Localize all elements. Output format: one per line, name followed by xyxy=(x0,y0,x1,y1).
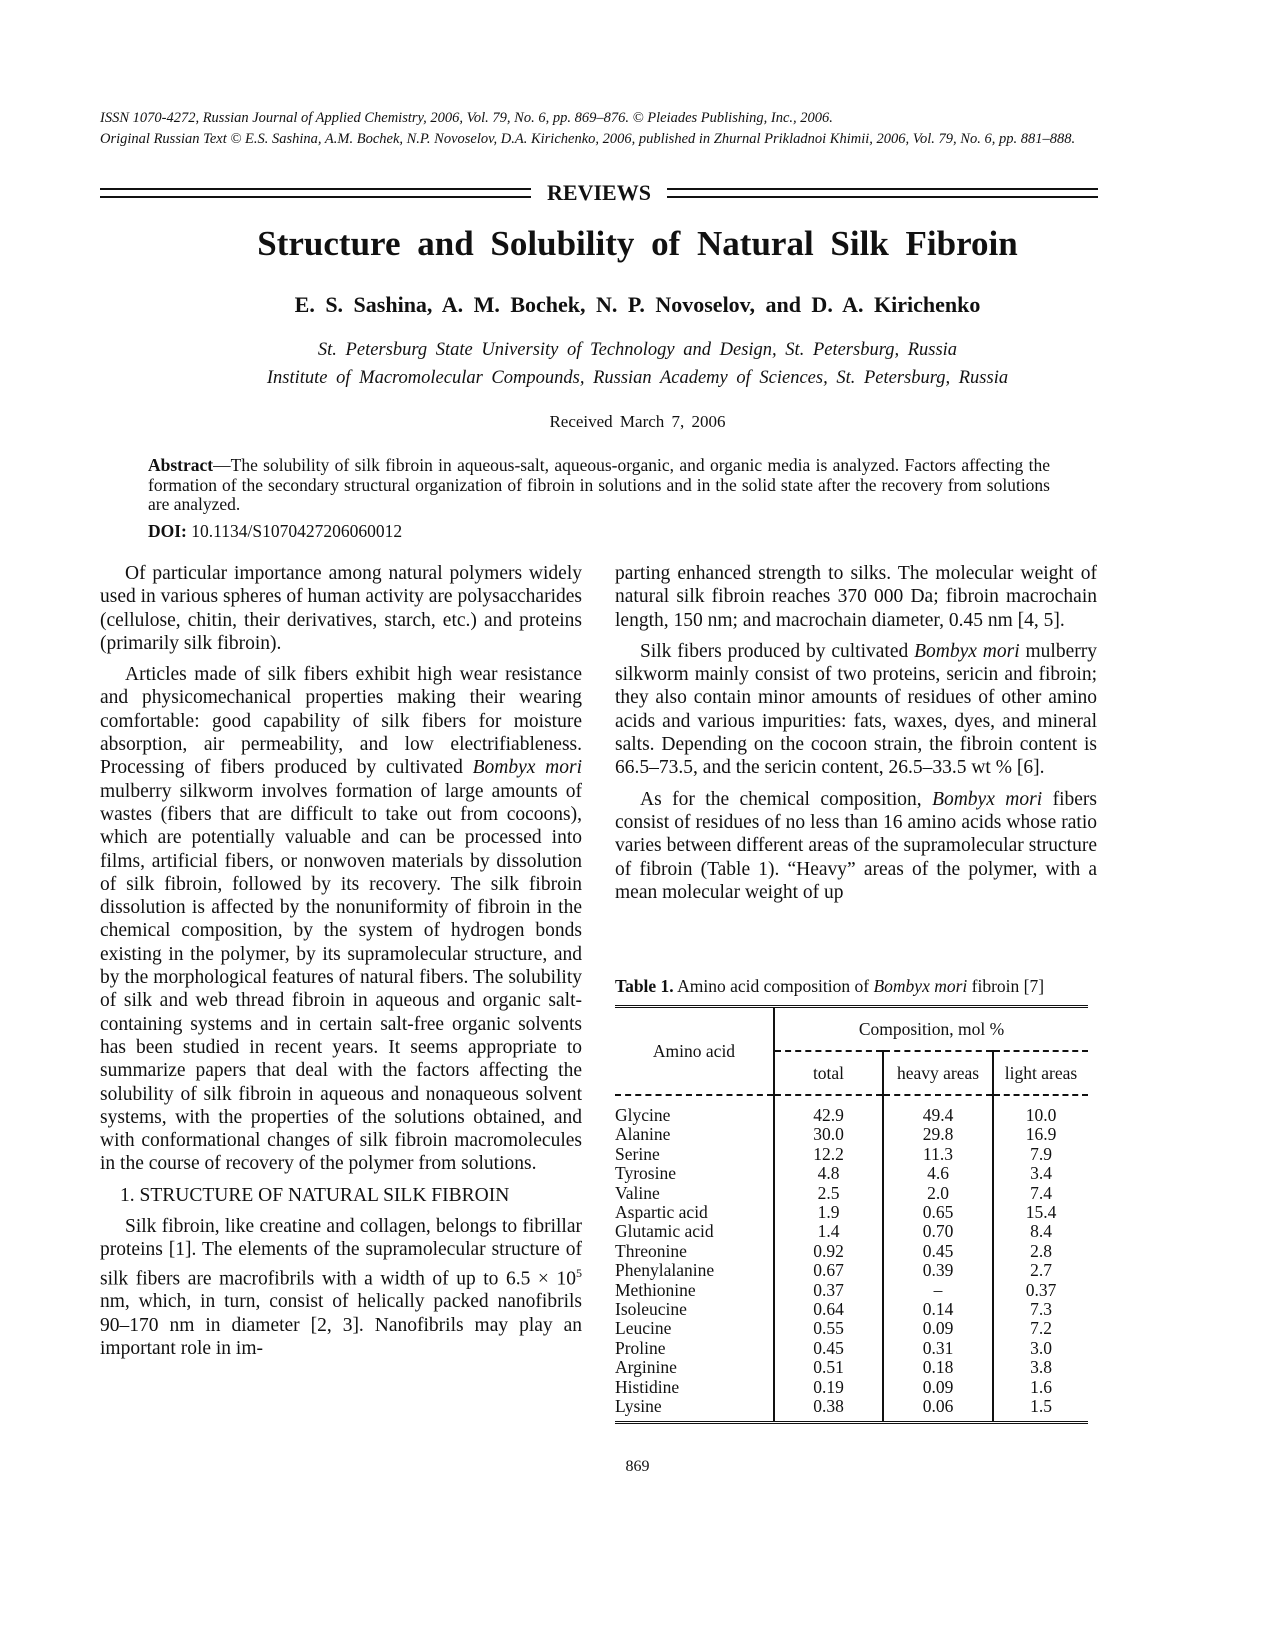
text: Amino acid composition of xyxy=(673,976,874,996)
cell-light: 16.9 xyxy=(993,1125,1088,1144)
cell-total: 0.38 xyxy=(774,1397,883,1422)
doi xyxy=(148,521,402,542)
text: mulberry silkworm mainly consist of two proteins, sericin and fibroin; they also contain minor amounts of residues of other amino acids and various impurities: fats, waxes, dyes, and mineral salts. Depending on the cocoon strain, the fibroin content is 66.5–73.5, and the sericin content, 26.5–33.5 wt % [6]. xyxy=(615,640,1097,779)
paragraph xyxy=(100,1215,582,1360)
cell-heavy: 0.09 xyxy=(883,1378,993,1397)
paragraph xyxy=(100,663,582,1176)
table-row xyxy=(615,1184,1088,1203)
cell-heavy: 0.65 xyxy=(883,1203,993,1222)
cell-amino-acid: Valine xyxy=(615,1182,660,1203)
header-composition: Composition, mol % xyxy=(774,1007,1088,1052)
table-row xyxy=(615,1095,1088,1125)
cell-heavy: 0.18 xyxy=(883,1358,993,1377)
affiliation-2: Institute of Macromolecular Compounds, Russian Academy of Sciences, St. Petersburg, Russia xyxy=(266,368,1009,388)
section-rule-left xyxy=(100,188,531,198)
text: mulberry silkworm involves formation of large amounts of wastes (fibers that are difficult to take out from cocoons), which are potentially valuable and can be processed into films, artificial fibers, or nonwoven materials by dissolution of silk fibroin, followed by its recovery. The silk fibroin dissolution is affected by the nonuniformity of fibroin in the chemical composition, by the system of hydrogen bonds existing in the polymer, by its supramolecular structure, and by the morphological features of natural fibers. The solubility of silk and web thread fibroin in aqueous and organic salt-containing systems and in certain salt-free organic solvents has been studied in recent years. It seems appropriate to summarize papers that deal with the factors affecting the solubility of silk fibroin in aqueous and nonaqueous solvent systems, with the properties of the solutions obtained, and with conformational changes of silk fibroin macromolecules in the course of recovery of the polymer from solutions. xyxy=(100,780,582,1175)
abstract xyxy=(148,456,1050,515)
cell-heavy: 0.09 xyxy=(883,1319,993,1338)
table-row xyxy=(615,1222,1088,1241)
journal-header xyxy=(100,108,1098,150)
text: fibroin [7] xyxy=(967,976,1045,996)
cell-light: 7.3 xyxy=(993,1300,1088,1319)
doi-value[interactable]: 10.1134/S1070427206060012 xyxy=(191,521,403,541)
paper-title: Structure and Solubility of Natural Silk Fibroin xyxy=(257,224,1018,263)
cell-light: 7.4 xyxy=(993,1184,1088,1203)
cell-amino-acid: Proline xyxy=(615,1337,666,1358)
table-row xyxy=(615,1300,1088,1319)
cell-amino-acid: Histidine xyxy=(615,1376,680,1397)
cell-light: 2.8 xyxy=(993,1242,1088,1261)
species-name: Bombyx mori xyxy=(914,640,1020,662)
text: Silk fibroin, like creatine and collagen, belongs to fibrillar proteins [1]. The elements of the supramolecular structure of silk fibers are macrofibrils with a width of up to 6.5 × 10 xyxy=(100,1216,582,1290)
exponent: 5 xyxy=(576,1265,582,1280)
cell-amino-acid: Arginine xyxy=(615,1357,677,1378)
cell-total: 0.19 xyxy=(774,1378,883,1397)
amino-acid-table xyxy=(615,1005,1088,1424)
abstract-label: Abstract xyxy=(148,455,214,475)
cell-amino-acid: Lysine xyxy=(615,1397,774,1422)
cell-total: 0.37 xyxy=(774,1281,883,1300)
received-date: Received March 7, 2006 xyxy=(549,412,726,431)
header-light: light areas xyxy=(993,1051,1088,1095)
paragraph: Of particular importance among natural polymers widely used in various spheres of human activity are polysaccharides (cellulose, chitin, their derivatives, starch, etc.) and proteins (primarily silk fibroin). xyxy=(100,563,582,654)
table-caption xyxy=(615,976,1044,997)
affiliation-1: St. Petersburg State University of Technology and Design, St. Petersburg, Russia xyxy=(317,340,958,360)
text: Silk fibers produced by cultivated xyxy=(640,640,915,662)
cell-amino-acid: Glutamic acid xyxy=(615,1221,714,1242)
cell-total: 0.92 xyxy=(774,1242,883,1261)
cell-light: 1.5 xyxy=(993,1397,1088,1422)
cell-heavy: 0.31 xyxy=(883,1339,993,1358)
header-total: total xyxy=(774,1051,883,1095)
table-row xyxy=(615,1125,1088,1144)
cell-amino-acid: Isoleucine xyxy=(615,1299,687,1320)
cell-heavy: 4.6 xyxy=(883,1164,993,1183)
cell-light: 3.0 xyxy=(993,1339,1088,1358)
table-row xyxy=(615,1242,1088,1261)
cell-light: 0.37 xyxy=(993,1281,1088,1300)
left-column xyxy=(100,562,582,1368)
right-column xyxy=(615,562,1097,912)
cell-heavy: 0.45 xyxy=(883,1242,993,1261)
section-banner xyxy=(100,178,1098,208)
header-line-2: Original Russian Text © E.S. Sashina, A.M. Bochek, N.P. Novoselov, D.A. Kirichenko, 2006, published in Zhurnal Prikladnoi Khimii, 2006, Vol. 79, No. 6, pp. 881–888. xyxy=(100,131,1076,147)
cell-light: 8.4 xyxy=(993,1222,1088,1241)
cell-light: 3.4 xyxy=(993,1164,1088,1183)
cell-total: 4.8 xyxy=(774,1164,883,1183)
table-row xyxy=(615,1164,1088,1183)
cell-total: 0.55 xyxy=(774,1319,883,1338)
abstract-text: —The solubility of silk fibroin in aqueous-salt, aqueous-organic, and organic media is analyzed. Factors affecting the formation of the secondary structural organization of fibroin in solutions and in the solid state after the recovery from solutions are analyzed. xyxy=(148,455,1050,514)
cell-amino-acid: Aspartic acid xyxy=(615,1202,708,1223)
table-row xyxy=(615,1397,1088,1422)
table-row xyxy=(615,1203,1088,1222)
species-name: Bombyx mori xyxy=(932,788,1043,810)
header-amino-acid: Amino acid xyxy=(615,1007,774,1096)
cell-light: 3.8 xyxy=(993,1358,1088,1377)
cell-heavy: 0.06 xyxy=(883,1397,993,1422)
table-row xyxy=(615,1339,1088,1358)
cell-heavy: 0.14 xyxy=(883,1300,993,1319)
cell-total: 0.64 xyxy=(774,1300,883,1319)
cell-total: 0.51 xyxy=(774,1358,883,1377)
cell-light: 10.0 xyxy=(993,1095,1088,1125)
text: nm, which, in turn, consist of helically packed nanofibrils 90–170 nm in diameter [2, 3]. Nanofibrils may play an important role in im- xyxy=(100,1291,582,1359)
cell-total: 2.5 xyxy=(774,1184,883,1203)
cell-total: 0.67 xyxy=(774,1261,883,1280)
paragraph xyxy=(615,640,1097,780)
cell-heavy: 0.39 xyxy=(883,1261,993,1280)
text: As for the chemical composition, xyxy=(640,788,933,810)
cell-light: 7.2 xyxy=(993,1319,1088,1338)
table-row xyxy=(615,1358,1088,1377)
cell-amino-acid: Leucine xyxy=(615,1318,672,1339)
cell-total: 1.9 xyxy=(774,1203,883,1222)
cell-amino-acid: Tyrosine xyxy=(615,1163,676,1184)
table-label: Table 1. xyxy=(615,976,674,996)
cell-amino-acid: Methionine xyxy=(615,1279,696,1300)
cell-amino-acid: Serine xyxy=(615,1143,660,1164)
table-row xyxy=(615,1145,1088,1164)
cell-heavy: 49.4 xyxy=(883,1095,993,1125)
cell-total: 12.2 xyxy=(774,1145,883,1164)
cell-heavy: 0.70 xyxy=(883,1222,993,1241)
species-name: Bombyx mori xyxy=(873,976,968,996)
paragraph: parting enhanced strength to silks. The molecular weight of natural silk fibroin reaches 370 000 Da; fibroin macrochain length, 150 nm; and macrochain diameter, 0.45 nm [4, 5]. xyxy=(615,563,1097,631)
text: fibers consist of residues of no less than 16 amino acids whose ratio varies between different areas of the supramolecular structure of fibroin (Table 1). “Heavy” areas of the polymer, with a mean molecular weight of up xyxy=(615,788,1097,903)
cell-light: 15.4 xyxy=(993,1203,1088,1222)
header-line-1: ISSN 1070-4272, Russian Journal of Applied Chemistry, 2006, Vol. 79, No. 6, pp. 869–876. © Pleiades Publishing, Inc., 2006. xyxy=(100,110,833,126)
cell-total: 30.0 xyxy=(774,1125,883,1144)
cell-heavy: – xyxy=(883,1281,993,1300)
paragraph xyxy=(615,788,1097,904)
section-heading: 1. STRUCTURE OF NATURAL SILK FIBROIN xyxy=(120,1184,510,1206)
cell-light: 1.6 xyxy=(993,1378,1088,1397)
table-row xyxy=(615,1281,1088,1300)
table-row xyxy=(615,1378,1088,1397)
header-heavy: heavy areas xyxy=(883,1051,993,1095)
cell-heavy: 11.3 xyxy=(883,1145,993,1164)
cell-amino-acid: Phenylalanine xyxy=(615,1260,715,1281)
table-row xyxy=(615,1261,1088,1280)
section-label: REVIEWS xyxy=(547,180,651,205)
doi-label: DOI: xyxy=(148,521,187,541)
cell-total: 42.9 xyxy=(774,1095,883,1125)
cell-total: 1.4 xyxy=(774,1222,883,1241)
cell-heavy: 2.0 xyxy=(883,1184,993,1203)
cell-amino-acid: Threonine xyxy=(615,1240,687,1261)
species-name: Bombyx mori xyxy=(472,757,582,779)
table-row xyxy=(615,1319,1088,1338)
cell-amino-acid: Glycine xyxy=(615,1105,671,1125)
cell-amino-acid: Alanine xyxy=(615,1124,671,1145)
cell-light: 7.9 xyxy=(993,1145,1088,1164)
text: Articles made of silk fibers exhibit high wear resistance and physicomechanical properties making their wearing comfortable: good capability of silk fibers for moisture absorption, air permeability, and low electrifiableness. Processing of fibers produced by cultivated xyxy=(100,664,582,779)
cell-light: 2.7 xyxy=(993,1261,1088,1280)
cell-heavy: 29.8 xyxy=(883,1125,993,1144)
section-rule-right xyxy=(667,188,1098,198)
cell-total: 0.45 xyxy=(774,1339,883,1358)
page-number: 869 xyxy=(625,1458,650,1475)
paper-authors: E. S. Sashina, A. M. Bochek, N. P. Novoselov, and D. A. Kirichenko xyxy=(294,292,981,317)
